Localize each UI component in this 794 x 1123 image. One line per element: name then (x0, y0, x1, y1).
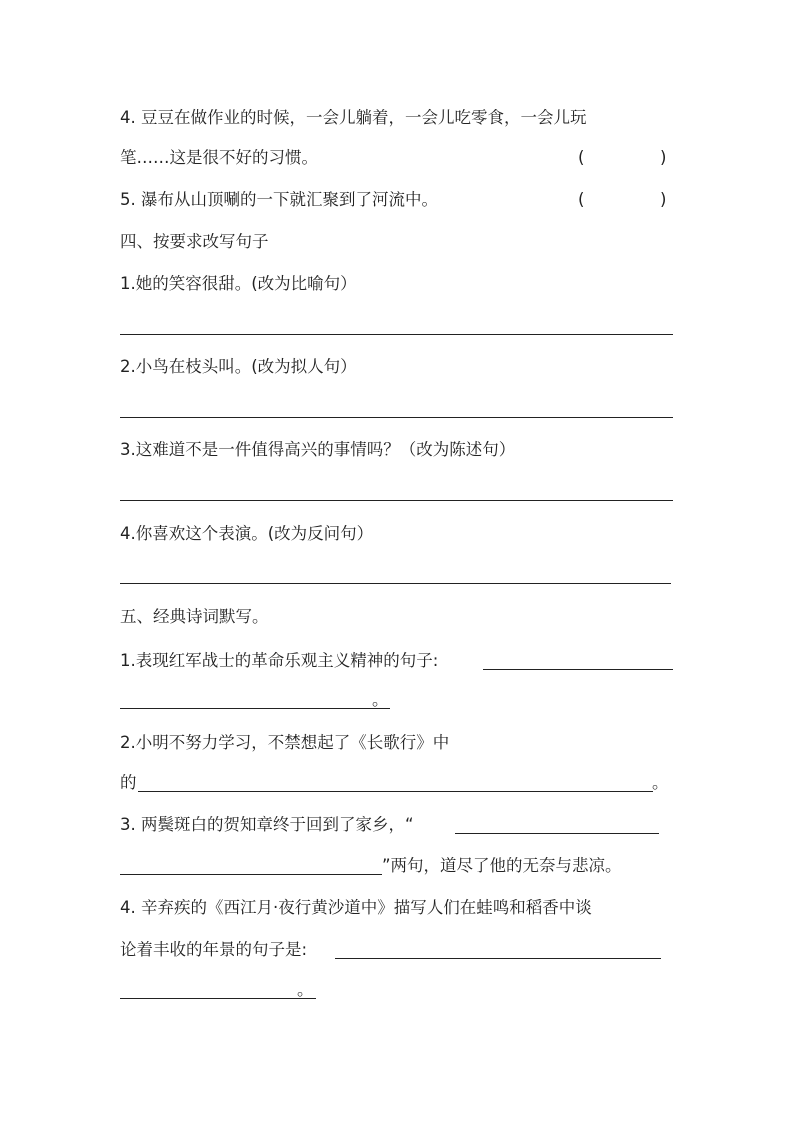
section5-q3-answer-line-a[interactable] (455, 833, 659, 834)
section5-q1-end: 。 (372, 690, 389, 709)
section5-q2-prefix: 的 (120, 773, 137, 792)
section5-q4-line2: 论着丰收的年景的句子是: (120, 940, 308, 959)
section5-q4-line1: 4. 辛弃疾的《西江月·夜行黄沙道中》描写人们在蛙鸣和稻香中谈 (120, 898, 592, 917)
item5-answer-close: ) (660, 190, 667, 209)
section4-heading: 四、按要求改写句子 (120, 232, 269, 251)
item5-answer-open: ( (578, 190, 585, 209)
section5-q2-line1: 2.小明不努力学习，不禁想起了《长歌行》中 (120, 733, 450, 752)
section5-q3-line2-end: ”两句，道尽了他的无奈与悲凉。 (382, 856, 622, 875)
section4-q4: 4.你喜欢这个表演。(改为反问句） (120, 524, 374, 543)
section5-q3-text: 3. 两鬓斑白的贺知章终于回到了家乡，“ (120, 815, 414, 834)
section5-q1-answer-line-b[interactable] (120, 708, 390, 709)
section5-q3-answer-line-b[interactable] (120, 874, 382, 875)
section5-q1-text: 1.表现红军战士的革命乐观主义精神的句子: (120, 651, 439, 670)
item4-line1: 4. 豆豆在做作业的时候，一会儿躺着，一会儿吃零食，一会儿玩 (120, 108, 587, 127)
section4-q3-answer-line[interactable] (120, 500, 673, 501)
section5-heading: 五、经典诗词默写。 (120, 607, 269, 626)
section4-q2: 2.小鸟在枝头叫。(改为拟人句） (120, 357, 357, 376)
section4-q1-answer-line[interactable] (120, 334, 673, 335)
section5-q4-answer-line-a[interactable] (335, 958, 661, 959)
section5-q1-answer-line-a[interactable] (483, 669, 673, 670)
item4-answer-close: ) (660, 148, 667, 167)
section4-q3: 3.这难道不是一件值得高兴的事情吗？（改为陈述句） (120, 440, 516, 459)
section4-q2-answer-line[interactable] (120, 417, 673, 418)
section5-q4-end: 。 (297, 980, 314, 999)
section5-q4-answer-line-b[interactable] (120, 998, 316, 999)
section5-q2-end: 。 (652, 773, 669, 792)
item4-line2: 笔……这是很不好的习惯。 (120, 148, 318, 167)
section4-q1: 1.她的笑容很甜。(改为比喻句） (120, 274, 357, 293)
item4-answer-open: ( (578, 148, 585, 167)
item5-text: 5. 瀑布从山顶唰的一下就汇聚到了河流中。 (120, 190, 438, 209)
section4-q4-answer-line[interactable] (120, 583, 671, 584)
section5-q2-answer-line[interactable] (138, 791, 653, 792)
